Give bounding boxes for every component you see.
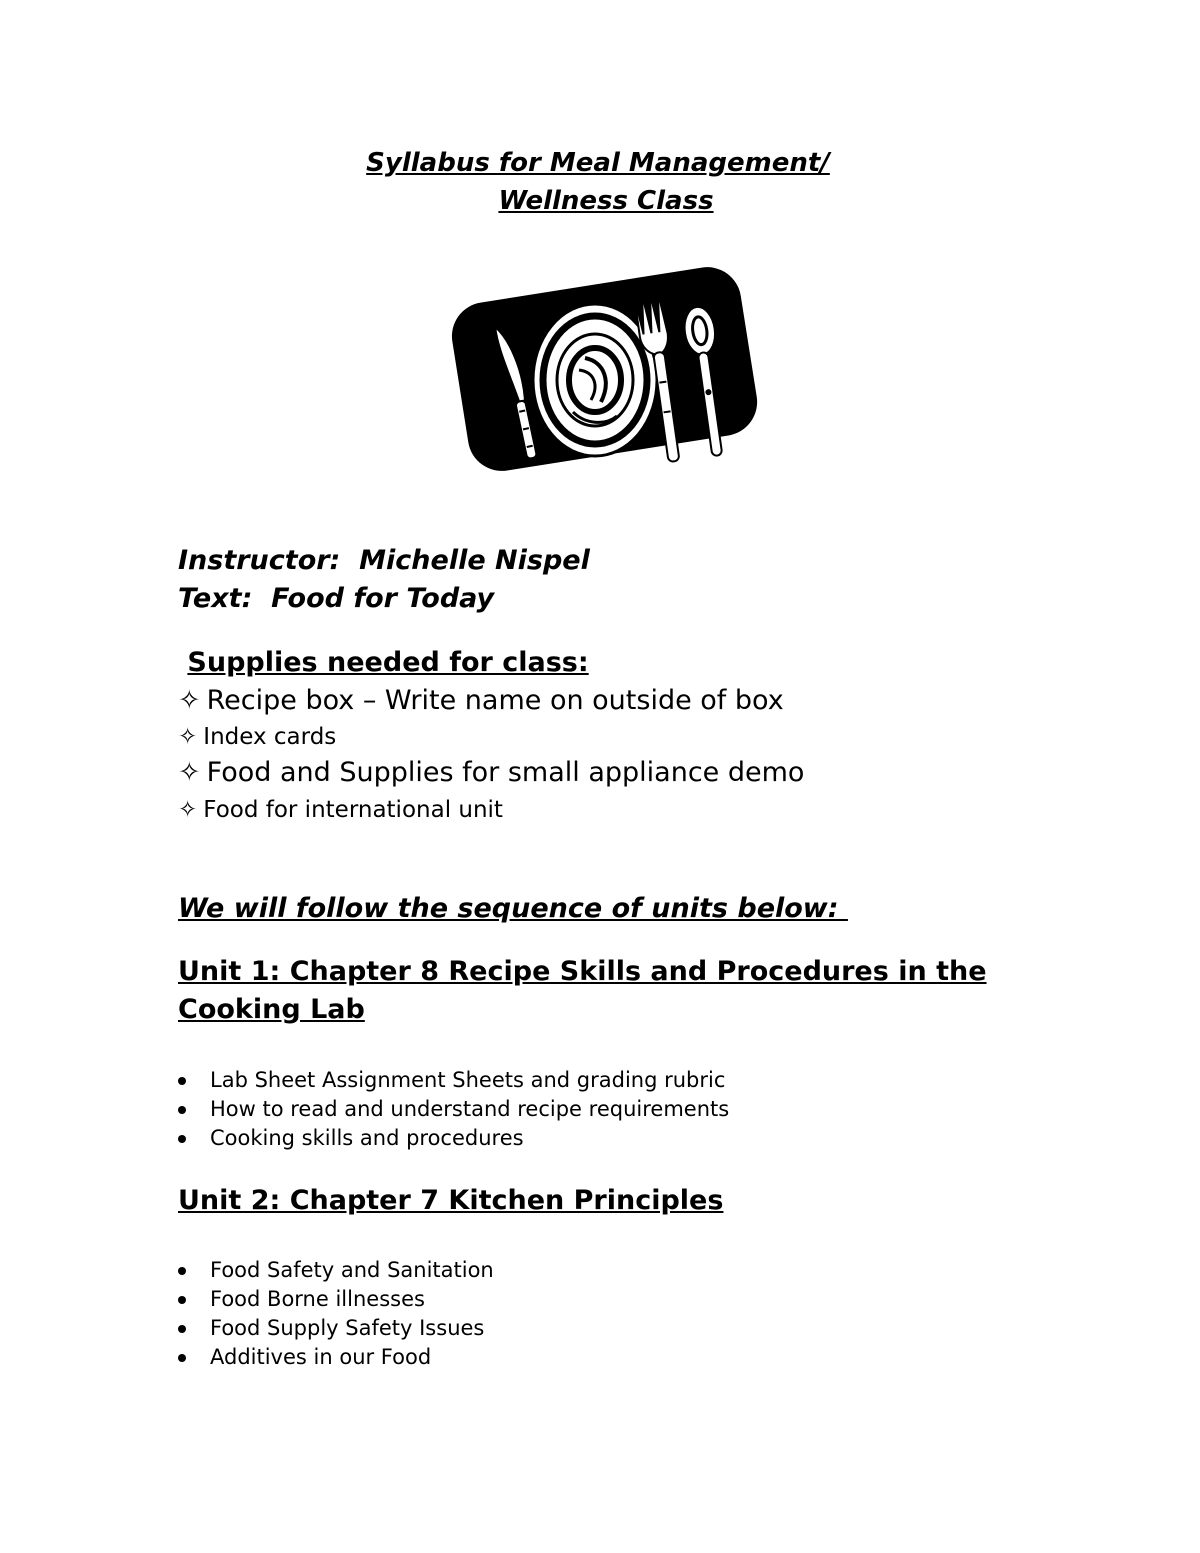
list-item-text: Cooking skills and procedures <box>210 1126 524 1150</box>
star-bullet-icon: ✧ <box>178 757 201 788</box>
syllabus-title-line-2: Wellness Class <box>498 186 714 216</box>
list-item <box>178 1066 729 1095</box>
supplies-heading <box>178 644 589 682</box>
list-item-text: Lab Sheet Assignment Sheets and grading rubric <box>210 1068 726 1092</box>
bullet-icon <box>178 1077 186 1085</box>
supply-item <box>178 755 804 791</box>
bullet-icon <box>178 1267 186 1275</box>
bullet-icon <box>178 1325 186 1333</box>
supply-item-text: Recipe box – Write name on outside of box <box>206 685 784 716</box>
unit-1-topic-list <box>178 1066 729 1153</box>
supplies-heading-text: Supplies needed for class: <box>187 647 589 678</box>
list-item <box>178 1095 729 1124</box>
list-item <box>178 1343 494 1372</box>
list-item <box>178 1124 729 1153</box>
place-setting-icon <box>445 262 765 482</box>
bullet-icon <box>178 1354 186 1362</box>
supply-item <box>178 794 503 826</box>
bullet-icon <box>178 1135 186 1143</box>
list-item-text: Food Borne illnesses <box>210 1287 425 1311</box>
syllabus-title-line-1: Syllabus for Meal Management/ <box>366 148 830 178</box>
unit-2-topic-list <box>178 1256 494 1372</box>
sequence-heading: We will follow the sequence of units below: <box>178 893 848 924</box>
list-item <box>178 1256 494 1285</box>
list-item-text: Food Supply Safety Issues <box>210 1316 485 1340</box>
list-item <box>178 1314 494 1343</box>
supply-item-text: Food and Supplies for small appliance demo <box>206 757 805 788</box>
supply-item <box>178 721 336 753</box>
unit-2-heading: Unit 2: Chapter 7 Kitchen Principles <box>178 1185 724 1216</box>
list-item-text: How to read and understand recipe requirements <box>210 1097 730 1121</box>
instructor-line: Instructor: Michelle Nispel <box>178 545 590 576</box>
bullet-icon <box>178 1296 186 1304</box>
list-item-text: Food Safety and Sanitation <box>210 1258 494 1282</box>
unit-1-heading: Unit 1: Chapter 8 Recipe Skills and Procedures in the Cooking Lab <box>178 956 987 1025</box>
textbook-line: Text: Food for Today <box>178 583 495 614</box>
star-bullet-icon: ✧ <box>178 797 198 823</box>
supply-item-text: Index cards <box>203 724 337 750</box>
star-bullet-icon: ✧ <box>178 685 201 716</box>
bullet-icon <box>178 1106 186 1114</box>
supply-item <box>178 683 784 719</box>
list-item-text: Additives in our Food <box>210 1345 432 1369</box>
star-bullet-icon: ✧ <box>178 724 198 750</box>
supply-item-text: Food for international unit <box>203 797 503 823</box>
list-item <box>178 1285 494 1314</box>
